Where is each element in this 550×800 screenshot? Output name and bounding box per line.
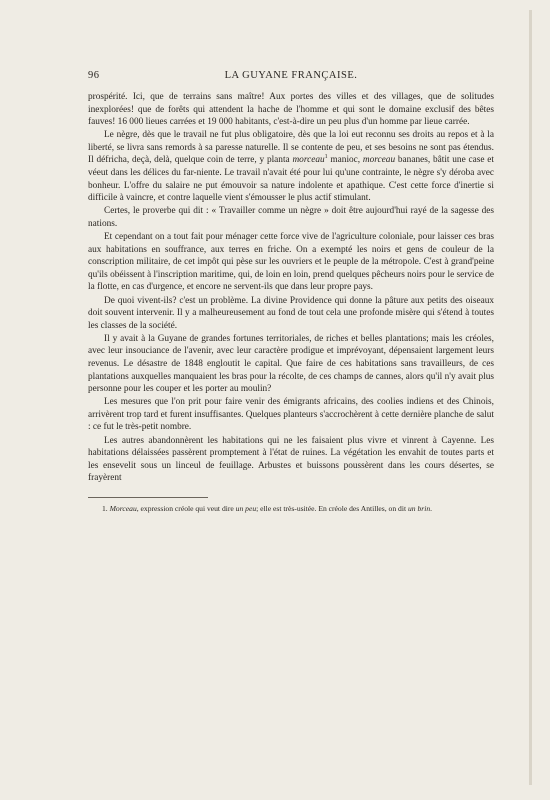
book-page: [88, 70, 494, 514]
footnote-italic-1: un peu: [235, 503, 257, 513]
body-text: [88, 91, 494, 485]
paragraph-5: De quoi vivent-ils? c'est un problème. La divine Providence qui donne la pâture aux petits des oiseaux doit souvent intervenir. Il y a malheureusement au fond de tout cela une profonde misère qui s'étend à toutes les classes de la société.: [88, 295, 494, 331]
paragraph-7: Les mesures que l'on prit pour faire venir des émigrants africains, des coolies indiens et des Chinois, arrivèrent trop tard et furent insuffisantes. Quelques planteurs s'accrochèrent à cette dernière planche de salut : ce fut le très-petit nombre.: [88, 397, 494, 433]
footnote-text-a: , expression créole qui veut dire: [136, 503, 236, 513]
paragraph-2-text-b: manioc,: [327, 155, 363, 166]
paragraph-4: Et cependant on a tout fait pour ménager cette force vive de l'agriculture coloniale, pour laisser ces bras aux habitations en souffrance, aux terres en friche. On a exempté les noirs et gens de couleur de la conscription militaire, de cet impôt qui pèse sur les ouvriers et le peuple de la métropole. C'est à grand'peine qu'ils obéissent à l'inscription maritime, qui, de loin en loin, prend quelques pêcheurs noirs pour le service de la flotte, en cas d'urgence, et encore ne servent-ils que dans leur propre pays.: [88, 232, 494, 293]
paragraph-8: Les autres abandonnèrent les habitations qui ne les faisaient plus vivre et vinrent à Cayenne. Les habitations délaissées passèrent promptement à l'état de ruines. La végétation les envahit de toutes parts et les ensevelit sous un linceul de feuillage. Arbustes et buissons poussèrent dans les cours désertes, se frayèrent: [88, 435, 494, 484]
page-number: 96: [88, 70, 100, 81]
paragraph-6: Il y avait à la Guyane de grandes fortunes territoriales, de riches et belles plantations; mais les créoles, avec leur insouciance de l'avenir, avec leur caractère prodigue et imprévoyant, dépensaient largement leurs revenus. Le désastre de 1848 engloutit le capital. Que faire de ces habitations sans travailleurs, de ces plantations auxquelles manquaient les bras pour la récolte, de ces champs de cannes, alors qu'il n'y avait plus personne pour les couper et les porter au moulin?: [88, 333, 494, 395]
paragraph-1: prospérité. Ici, que de terrains sans maître! Aux portes des villes et des villages, que de solitudes inexplorées! que de forêts qui attendent la hache de l'homme et qui sont le domaine exclusif des bêtes fauves! 16 000 lieues carrées et 19 000 habitants, c'est-à-dire un peu plus d'un homme par lieue carrée.: [88, 92, 494, 128]
footnote-term: Morceau: [109, 503, 137, 513]
paragraph-3: Certes, le proverbe qui dit : « Travailler comme un nègre » doit être aujourd'hui rayé de la sagesse des nations.: [88, 206, 494, 229]
paragraph-2-italic-1: morceau: [292, 155, 325, 166]
footnote-italic-2: un brin: [407, 503, 431, 513]
footnote-divider: [88, 497, 208, 498]
paragraph-2: [88, 129, 494, 205]
footnote: [88, 504, 494, 515]
paragraph-2-text-a: Le nègre, dès que le travail ne fut plus obligatoire, dès que la loi eut reconnu ses droits au repos et à la liberté, se livra sans remords à sa paresse naturelle. Il se contente de peu, et ses besoins ne sont pas étendus. Il défricha, deçà, delà, quelque coin de terre, y planta: [88, 130, 494, 166]
page-header: [88, 70, 494, 81]
running-title: LA GUYANE FRANÇAISE.: [224, 70, 358, 81]
footnote-number: 1.: [102, 503, 108, 513]
footnote-text-c: .: [430, 503, 433, 513]
footnote-text-b: ; elle est très-usitée. En créole des Antilles, on dit: [256, 503, 408, 513]
paragraph-2-text-c: bananes, bâtit une case et véeut dans les délices du far-niente. Le travail n'avait été pour lui qu'une contrainte, le nègre s'y déroba avec bonheur. L'offre du salaire ne put émouvoir sa nature indolente et apathique. C'est cette force d'inertie si difficile à vaincre, et contre laquelle vient s'émousser le plus actif stimulant.: [88, 155, 494, 204]
paragraph-2-italic-2: morceau: [362, 155, 396, 166]
page-edge: [529, 10, 532, 785]
footnote-reference[interactable]: 1: [324, 154, 328, 161]
